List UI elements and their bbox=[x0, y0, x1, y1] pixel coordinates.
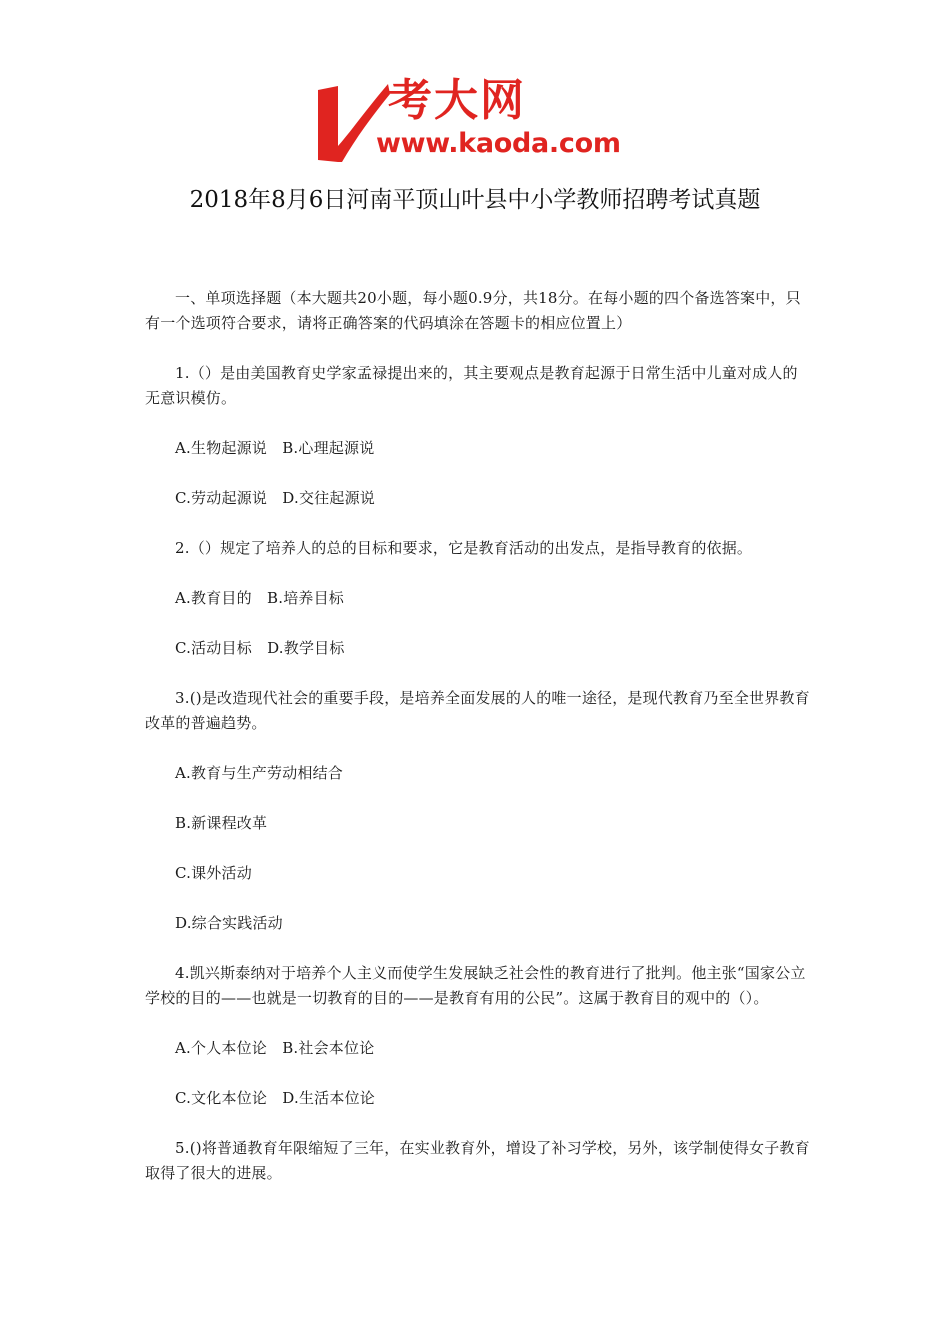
question-1: 1.（）是由美国教育史学家孟禄提出来的，其主要观点是教育起源于日常生活中儿童对成人的无意识模仿。 bbox=[145, 364, 798, 407]
question-4: 4.凯兴斯泰纳对于培养个人主义而使学生发展缺乏社会性的教育进行了批判。他主张“国家公立学校的目的——也就是一切教育的目的——是教育有用的公民”。这属于教育目的观中的（）。 bbox=[145, 964, 806, 1007]
q4-options-ab: A.个人本位论 B.社会本位论 bbox=[175, 1039, 375, 1057]
q3-option-a: A.教育与生产劳动相结合 bbox=[175, 764, 344, 782]
logo-url-text[interactable]: www.kaoda.com bbox=[376, 128, 621, 159]
q1-options-ab: A.生物起源说 B.心理起源说 bbox=[175, 439, 375, 457]
kaoda-logo[interactable] bbox=[318, 75, 638, 162]
q3-option-d: D.综合实践活动 bbox=[175, 914, 283, 932]
question-2: 2.（）规定了培养人的总的目标和要求，它是教育活动的出发点，是指导教育的依据。 bbox=[175, 539, 753, 557]
question-3: 3.()是改造现代社会的重要手段，是培养全面发展的人的唯一途径，是现代教育乃至全世界教育改革的普遍趋势。 bbox=[145, 689, 810, 732]
document-body bbox=[145, 286, 810, 1186]
q2-options-cd: C.活动目标 D.教学目标 bbox=[175, 639, 345, 657]
section-instructions: 一、单项选择题（本大题共20小题，每小题0.9分，共18分。在每小题的四个备选答案中，只有一个选项符合要求，请将正确答案的代码填涂在答题卡的相应位置上） bbox=[145, 289, 801, 332]
q2-options-ab: A.教育目的 B.培养目标 bbox=[175, 589, 344, 607]
page-title: 2018年8月6日河南平顶山叶县中小学教师招聘考试真题 bbox=[189, 187, 761, 213]
q3-option-b: B.新课程改革 bbox=[175, 814, 268, 832]
q1-options-cd: C.劳动起源说 D.交往起源说 bbox=[175, 489, 375, 507]
q3-option-c: C.课外活动 bbox=[175, 864, 252, 882]
logo-brand-text: 考大网 bbox=[388, 75, 526, 126]
q4-options-cd: C.文化本位论 D.生活本位论 bbox=[175, 1089, 375, 1107]
question-5: 5.()将普通教育年限缩短了三年，在实业教育外，增设了补习学校，另外，该学制使得女子教育取得了很大的进展。 bbox=[145, 1139, 810, 1182]
